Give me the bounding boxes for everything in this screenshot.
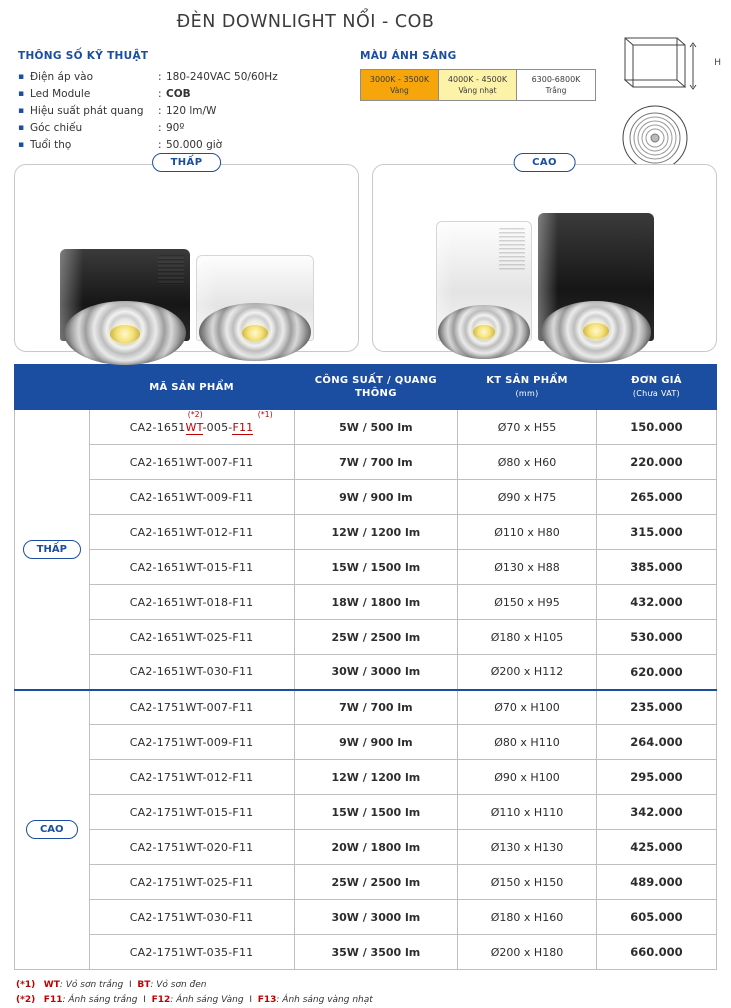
table-row <box>15 480 717 515</box>
col-price-sub: (Chưa VAT) <box>632 389 680 398</box>
table-row <box>15 550 717 585</box>
product-code: CA2-1751WT-035-F11 <box>89 935 294 970</box>
product-dimension: Ø80 x H110 <box>458 725 597 760</box>
color-temperature-table <box>360 69 596 101</box>
product-power: 30W / 3000 lm <box>294 655 458 690</box>
product-code: CA2-1751WT-007-F11 <box>89 690 294 725</box>
height-dimension-label: H <box>714 58 721 68</box>
product-price: 235.000 <box>596 690 716 725</box>
table-row <box>15 515 717 550</box>
cct-kelvin: 3000K - 3500K <box>369 75 430 84</box>
product-power: 7W / 700 lm <box>294 690 458 725</box>
product-power: 5W / 500 lm <box>294 410 458 445</box>
cct-name: Trắng <box>545 86 567 95</box>
product-code-annotated <box>129 409 273 434</box>
cct-cell-warm <box>361 70 439 100</box>
spec-section <box>0 32 731 154</box>
table-row <box>15 830 717 865</box>
spec-value: COB <box>166 88 191 100</box>
footnote-mark-1: (*1) <box>257 409 273 419</box>
product-power: 9W / 900 lm <box>294 725 458 760</box>
panel-thap <box>14 157 359 352</box>
footnote-1-sep: I <box>128 980 132 990</box>
product-price: 605.000 <box>596 900 716 935</box>
product-code: CA2-1651WT-012-F11 <box>89 515 294 550</box>
group-cell-cao <box>15 690 90 970</box>
spec-value: 90º <box>166 122 185 134</box>
table-head <box>15 365 717 410</box>
product-dimension: Ø110 x H110 <box>458 795 597 830</box>
cct-cell-cool <box>517 70 595 100</box>
footnote-2-code-b: F12 <box>151 995 171 1005</box>
product-power: 25W / 2500 lm <box>294 865 458 900</box>
product-price: 385.000 <box>596 550 716 585</box>
product-dimension: Ø150 x H150 <box>458 865 597 900</box>
product-price: 530.000 <box>596 620 716 655</box>
table-row <box>15 900 717 935</box>
product-dimension: Ø90 x H75 <box>458 480 597 515</box>
cct-name: Vàng <box>390 86 409 95</box>
product-power: 12W / 1200 lm <box>294 760 458 795</box>
product-price: 265.000 <box>596 480 716 515</box>
bullet-icon: ▪ <box>18 89 25 99</box>
lamp-image-white-high <box>436 221 532 341</box>
footnote-1-text-a: : Vỏ sơn trắng <box>59 980 124 990</box>
spec-value: 180-240VAC 50/60Hz <box>166 71 278 83</box>
table-body <box>15 410 717 970</box>
product-code: CA2-1651WT-007-F11 <box>89 445 294 480</box>
footnote-mark-2: (*2) <box>187 409 203 419</box>
spec-label: Led Module <box>30 88 91 100</box>
table-row <box>15 865 717 900</box>
product-code: CA2-1751WT-030-F11 <box>89 900 294 935</box>
group-badge-cao: CAO <box>26 820 78 839</box>
product-power: 12W / 1200 lm <box>294 515 458 550</box>
product-price: 264.000 <box>596 725 716 760</box>
product-power: 25W / 2500 lm <box>294 620 458 655</box>
footnote-2 <box>16 993 717 1008</box>
product-price: 432.000 <box>596 585 716 620</box>
footnote-2-text-b: : Ánh sáng Vàng <box>170 995 244 1005</box>
product-dimension: Ø80 x H60 <box>458 445 597 480</box>
spec-row <box>18 69 338 86</box>
lamp-image-white-low <box>196 255 314 341</box>
product-code: CA2-1751WT-012-F11 <box>89 760 294 795</box>
table-row <box>15 760 717 795</box>
table-row <box>15 725 717 760</box>
table-row <box>15 655 717 690</box>
bullet-icon: ▪ <box>18 140 25 150</box>
col-price <box>596 365 716 410</box>
product-power: 7W / 700 lm <box>294 445 458 480</box>
product-dimension: Ø150 x H95 <box>458 585 597 620</box>
product-power: 20W / 1800 lm <box>294 830 458 865</box>
page-title: ĐÈN DOWNLIGHT NỔI - COB <box>176 12 435 32</box>
footnotes <box>0 970 731 1008</box>
technical-specs <box>18 50 338 154</box>
product-power: 9W / 900 lm <box>294 480 458 515</box>
product-code <box>89 410 294 445</box>
product-dimension: Ø180 x H160 <box>458 900 597 935</box>
spec-label: Điện áp vào <box>30 71 94 83</box>
product-code: CA2-1651WT-009-F11 <box>89 480 294 515</box>
product-code: CA2-1651WT-025-F11 <box>89 620 294 655</box>
table-row <box>15 690 717 725</box>
product-table-wrapper <box>0 352 731 970</box>
spec-colon: : <box>158 105 162 117</box>
spec-label: Tuổi thọ <box>30 139 72 151</box>
bullet-icon: ▪ <box>18 123 25 133</box>
product-price: 220.000 <box>596 445 716 480</box>
product-price: 620.000 <box>596 655 716 690</box>
product-power: 15W / 1500 lm <box>294 550 458 585</box>
product-code: CA2-1751WT-025-F11 <box>89 865 294 900</box>
product-dimension: Ø130 x H130 <box>458 830 597 865</box>
bullet-icon: ▪ <box>18 72 25 82</box>
product-price: 295.000 <box>596 760 716 795</box>
color-temperature-heading: MÀU ÁNH SÁNG <box>360 50 457 62</box>
table-row <box>15 935 717 970</box>
product-dimension: Ø70 x H100 <box>458 690 597 725</box>
spec-colon: : <box>158 71 162 83</box>
footnote-2-text-a: : Ánh sáng trắng <box>62 995 138 1005</box>
col-group <box>15 365 90 410</box>
product-table <box>14 364 717 970</box>
table-row <box>15 585 717 620</box>
footnote-2-sep-2: I <box>249 995 252 1005</box>
table-row <box>15 445 717 480</box>
table-row <box>15 795 717 830</box>
footnote-2-code-c: F13 <box>257 995 277 1005</box>
product-code: CA2-1751WT-015-F11 <box>89 795 294 830</box>
cct-name: Vàng nhạt <box>458 86 497 95</box>
color-temperature-section <box>360 50 596 154</box>
spec-label: Hiệu suất phát quang <box>30 105 144 117</box>
cct-kelvin: 4000K - 4500K <box>447 75 508 84</box>
col-power: CÔNG SUẤT / QUANG THÔNG <box>294 365 458 410</box>
product-power: 30W / 3000 lm <box>294 900 458 935</box>
spec-row <box>18 120 338 137</box>
panel-thap-images <box>15 165 358 351</box>
spec-colon: : <box>158 139 162 151</box>
product-price: 315.000 <box>596 515 716 550</box>
product-power: 18W / 1800 lm <box>294 585 458 620</box>
col-dimension-sub: (mm) <box>515 389 539 398</box>
footnote-2-mark: (*2) <box>16 995 36 1005</box>
footnote-1-code-b: BT <box>137 980 151 990</box>
product-code: CA2-1651WT-030-F11 <box>89 655 294 690</box>
product-power: 35W / 3500 lm <box>294 935 458 970</box>
table-header-row <box>15 365 717 410</box>
col-price-main: ĐƠN GIÁ <box>631 375 682 386</box>
side-view-svg <box>611 34 703 96</box>
cct-cell-neutral <box>439 70 517 100</box>
group-cell-thap <box>15 410 90 690</box>
spec-row <box>18 86 338 103</box>
product-price: 489.000 <box>596 865 716 900</box>
panel-cao <box>372 157 717 352</box>
technical-drawings <box>611 34 723 184</box>
footnote-1-mark: (*1) <box>16 980 36 990</box>
product-dimension: Ø90 x H100 <box>458 760 597 795</box>
col-code: MÃ SẢN PHẨM <box>89 365 294 410</box>
product-price: 150.000 <box>596 410 716 445</box>
product-image-panels <box>0 154 731 352</box>
panel-tag-thap: THẤP <box>152 153 222 172</box>
product-price: 660.000 <box>596 935 716 970</box>
product-code: CA2-1651WT-015-F11 <box>89 550 294 585</box>
col-dimension-main: KT SẢN PHẨM <box>486 375 568 386</box>
panel-tag-cao: CAO <box>513 153 576 172</box>
lamp-image-black-low <box>60 249 190 341</box>
footnote-2-sep-1: I <box>143 995 146 1005</box>
spec-value: 120 lm/W <box>166 105 217 117</box>
product-dimension: Ø70 x H55 <box>458 410 597 445</box>
product-dimension: Ø200 x H180 <box>458 935 597 970</box>
product-dimension: Ø200 x H112 <box>458 655 597 690</box>
panel-cao-images <box>373 165 716 351</box>
spec-colon: : <box>158 122 162 134</box>
product-code: CA2-1651WT-018-F11 <box>89 585 294 620</box>
footnote-1-text-b: : Vỏ sơn đen <box>150 980 207 990</box>
product-price: 342.000 <box>596 795 716 830</box>
spec-colon: : <box>158 88 162 100</box>
footnote-2-code-a: F11 <box>43 995 63 1005</box>
technical-specs-heading: THÔNG SỐ KỸ THUẬT <box>18 50 149 62</box>
spec-row <box>18 103 338 120</box>
side-view-drawing <box>611 34 723 96</box>
product-code: CA2-1751WT-009-F11 <box>89 725 294 760</box>
footnote-1-code-a: WT <box>43 980 60 990</box>
spec-row <box>18 137 338 154</box>
lamp-image-black-high <box>538 213 654 341</box>
product-code: CA2-1751WT-020-F11 <box>89 830 294 865</box>
product-price: 425.000 <box>596 830 716 865</box>
product-code-text: CA2-1651WT-005-F11 <box>129 420 254 434</box>
product-power: 15W / 1500 lm <box>294 795 458 830</box>
product-dimension: Ø180 x H105 <box>458 620 597 655</box>
col-dimension <box>458 365 597 410</box>
product-dimension: Ø130 x H88 <box>458 550 597 585</box>
bullet-icon: ▪ <box>18 106 25 116</box>
group-badge-thap: THẤP <box>23 540 81 559</box>
table-row <box>15 620 717 655</box>
footnote-1 <box>16 978 717 993</box>
table-row <box>15 410 717 445</box>
product-dimension: Ø110 x H80 <box>458 515 597 550</box>
footnote-2-text-c: : Ánh sáng vàng nhạt <box>276 995 373 1005</box>
spec-value: 50.000 giờ <box>166 139 223 151</box>
cct-kelvin: 6300-6800K <box>531 75 581 84</box>
spec-label: Góc chiếu <box>30 122 83 134</box>
